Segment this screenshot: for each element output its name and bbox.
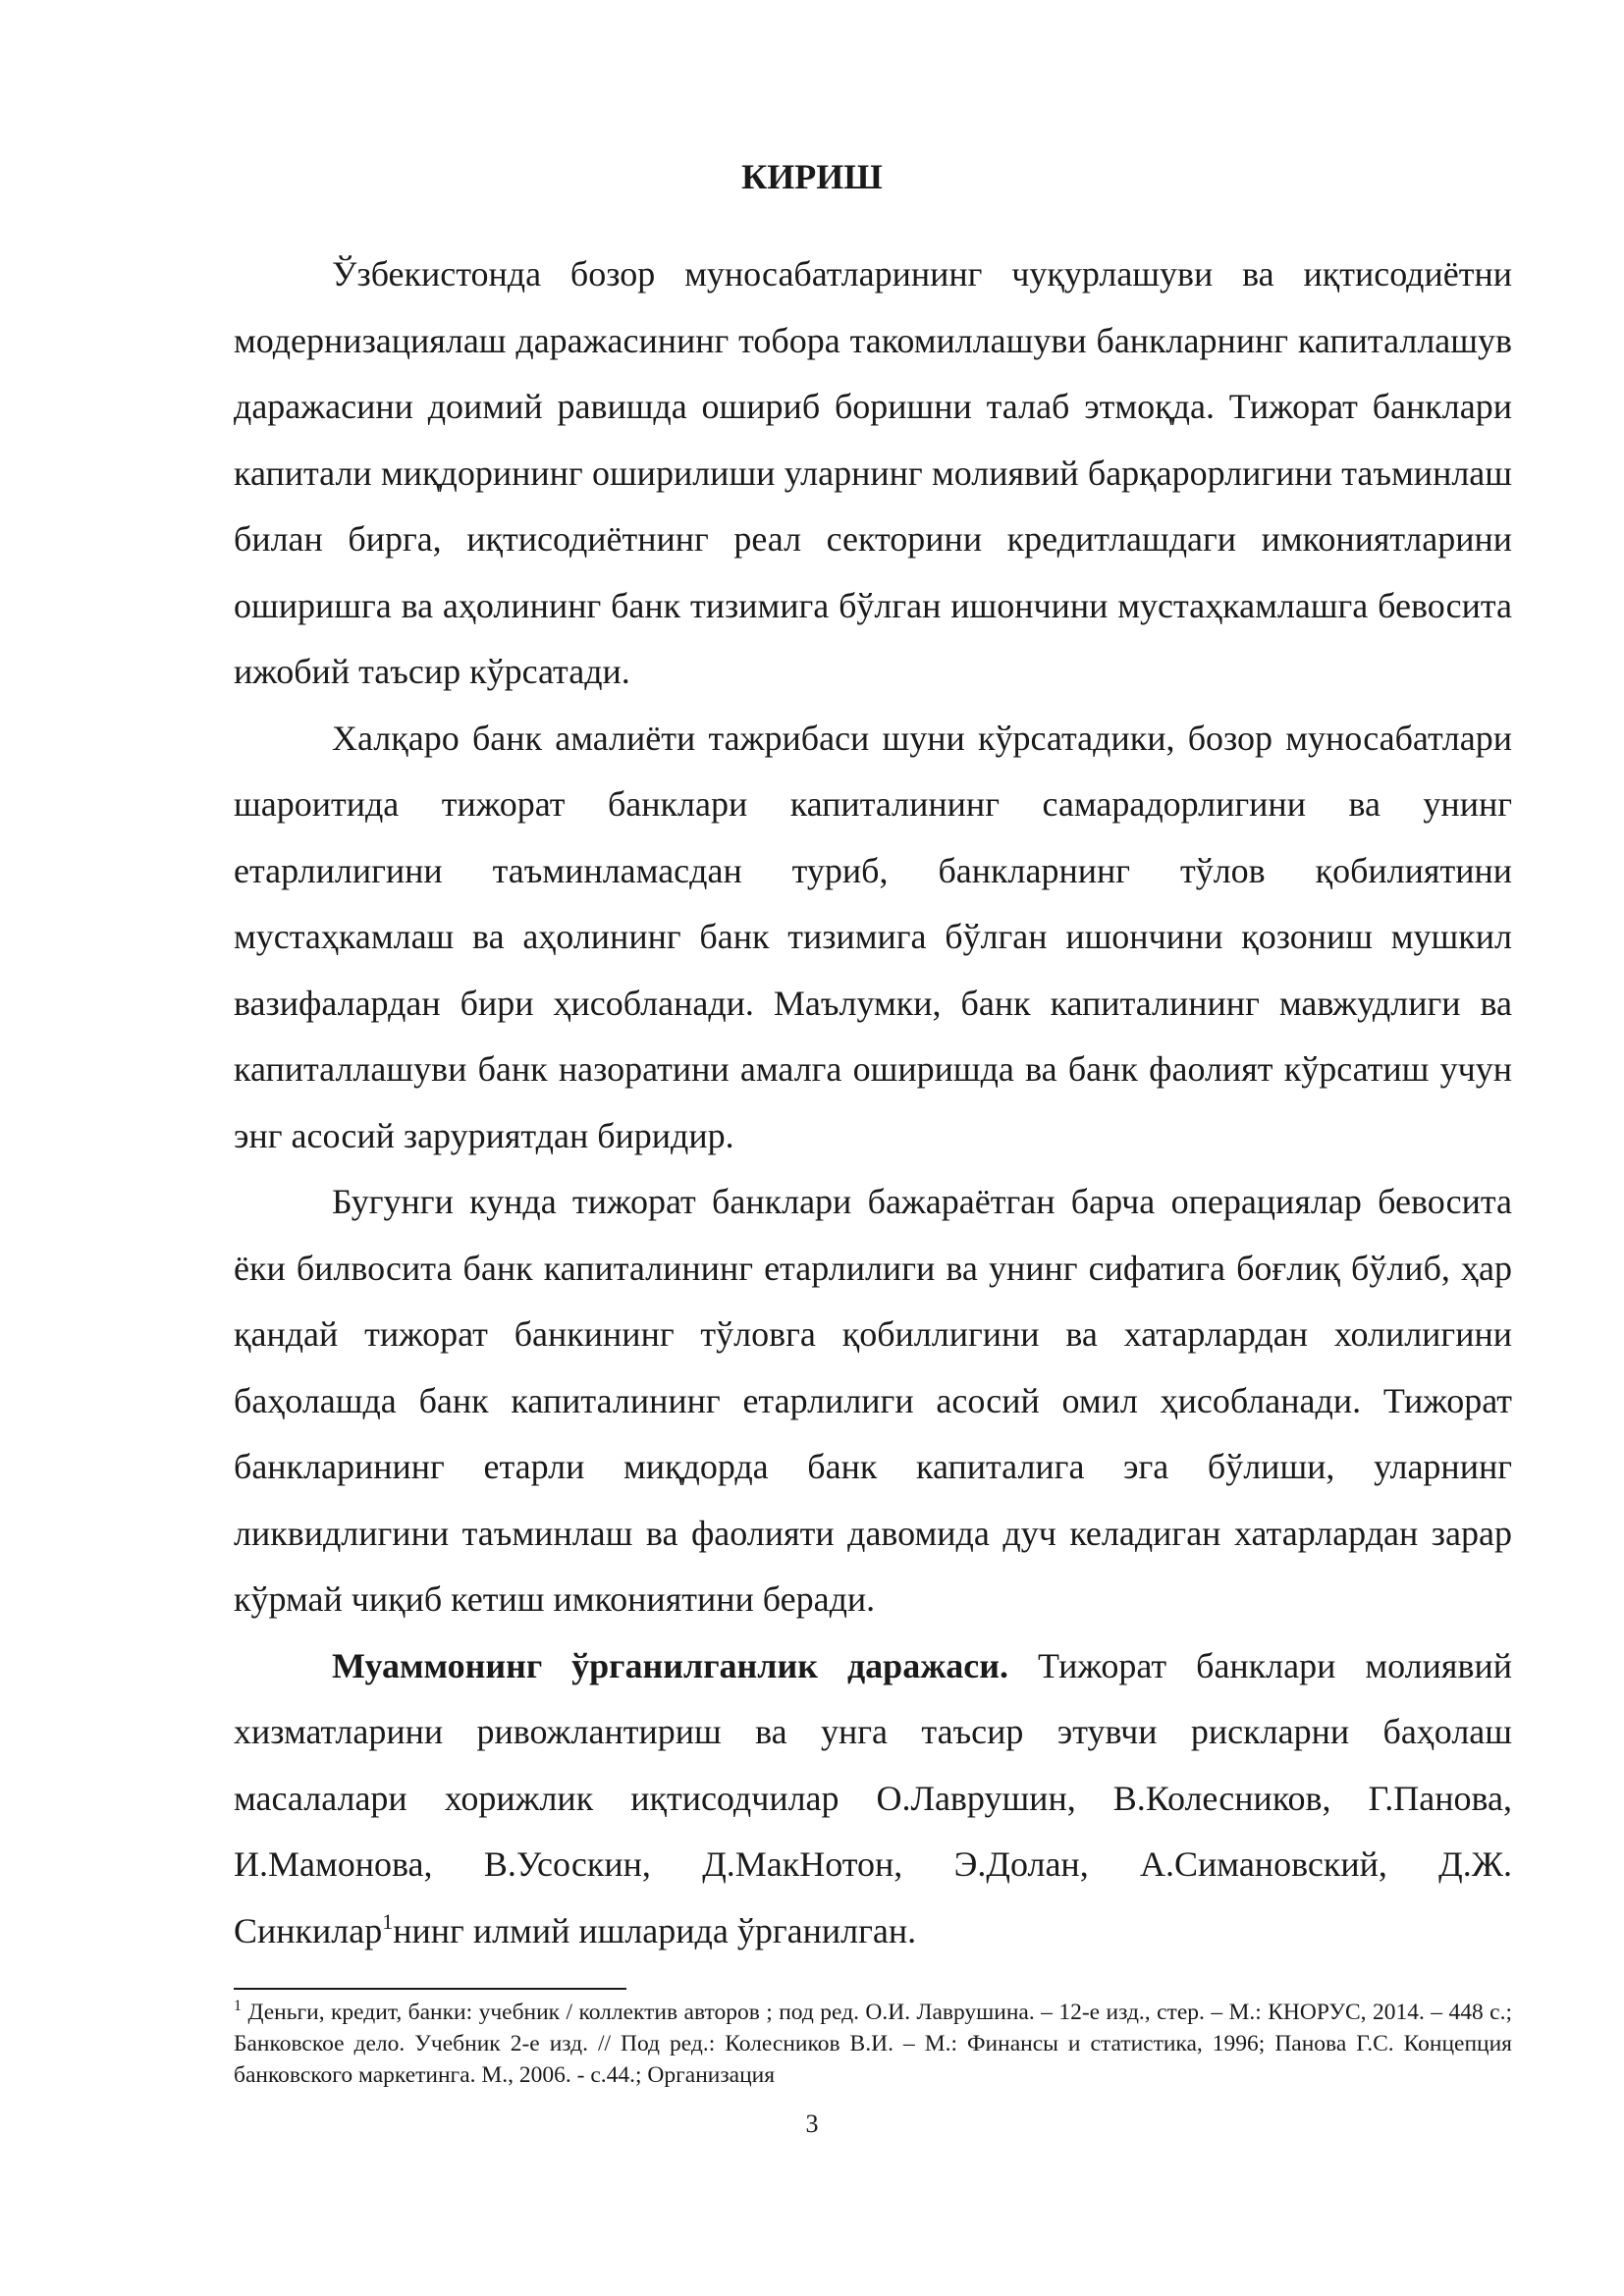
paragraph-3: Бугунги кунда тижорат банклари бажараётган барча операциялар бевосита ёки билвосита банк капиталининг етарлилиги ва унинг сифатига боғлиқ бўлиб, ҳар қандай тижорат банкининг тўловга қобиллигини ва хатарлардан холилигини баҳолашда банк капиталининг етарлилиги асосий омил ҳисобланади. Тижорат банкларининг етарли миқдорда банк капиталига эга бўлиши, уларнинг ликвидлигини таъминлаш ва фаолияти давомида дуч келадиган хатарлардан зарар кўрмай чиқиб кетиш имкониятини беради. <box>234 1182 1512 1619</box>
section-title: КИРИШ <box>741 157 883 196</box>
body-text <box>234 241 1512 1964</box>
footnote-reference[interactable]: 1 <box>382 1908 394 1934</box>
paragraph-4-text: Тижорат банклари молиявий хизматларини ривожлантириш ва унга таъсир этувчи рискларни баҳолаш масалалари хорижлик иқтисодчилар О.Лаврушин, В.Колесников, Г.Панова, И.Мамонова, В.Усоскин, Д.МакНотон, Э.Долан, А.Симановский, Д.Ж. Синкилар <box>234 1645 1512 1950</box>
paragraph-1: Ўзбекистонда бозор муносабатларининг чуқурлашуви ва иқтисодиётни модернизациялаш даражасининг тобора такомиллашуви банкларнинг капиталлашув даражасини доимий равишда ошириб боришни талаб этмоқда. Тижорат банклари капитали миқдорининг оширилиши уларнинг молиявий барқарорлигини таъминлаш билан бирга, иқтисодиётнинг реал секторини кредитлашдаги имкониятларини оширишга ва аҳолининг банк тизимига бўлган ишончини мустаҳкамлашга бевосита ижобий таъсир кўрсатади. <box>234 254 1512 691</box>
footnote-text: Деньги, кредит, банки: учебник / коллектив авторов ; под ред. О.И. Лаврушина. – 12-е изд., стер. – М.: КНОРУС, 2014. – 448 с.; Банковское дело. Учебник 2-е изд. // Под ред.: Колесников В.И. – М.: Финансы и статистика, 1996; Панова Г.С. Концепция банковского маркетинга. М., 2006. - с.44.; Организация <box>234 2000 1512 2088</box>
footnote-separator <box>234 1988 626 1990</box>
paragraph-2: Халқаро банк амалиёти тажрибаси шуни кўрсатадики, бозор муносабатлари шароитида тижорат банклари капиталининг самарадорлигини ва унинг етарлилигини таъминламасдан туриб, банкларнинг тўлов қобилиятини мустаҳкамлаш ва аҳолининг банк тизимига бўлган ишончини қозониш мушкил вазифалардан бири ҳисобланади. Маълумки, банк капиталининг мавжудлиги ва капиталлашуви банк назоратини амалга оширишда ва банк фаолият кўрсатиш учун энг асосий заруриятдан биридир. <box>234 718 1512 1155</box>
paragraph-4-end: нинг илмий ишларида ўрганилган. <box>393 1910 917 1950</box>
footnote <box>234 1997 1512 2091</box>
footnote-marker: 1 <box>234 1998 242 2014</box>
paragraph-4 <box>234 1633 1512 1965</box>
page-number: 3 <box>805 2109 819 2138</box>
paragraph-4-heading: Муаммонинг ўрганилганлик даражаси. <box>332 1645 1009 1685</box>
